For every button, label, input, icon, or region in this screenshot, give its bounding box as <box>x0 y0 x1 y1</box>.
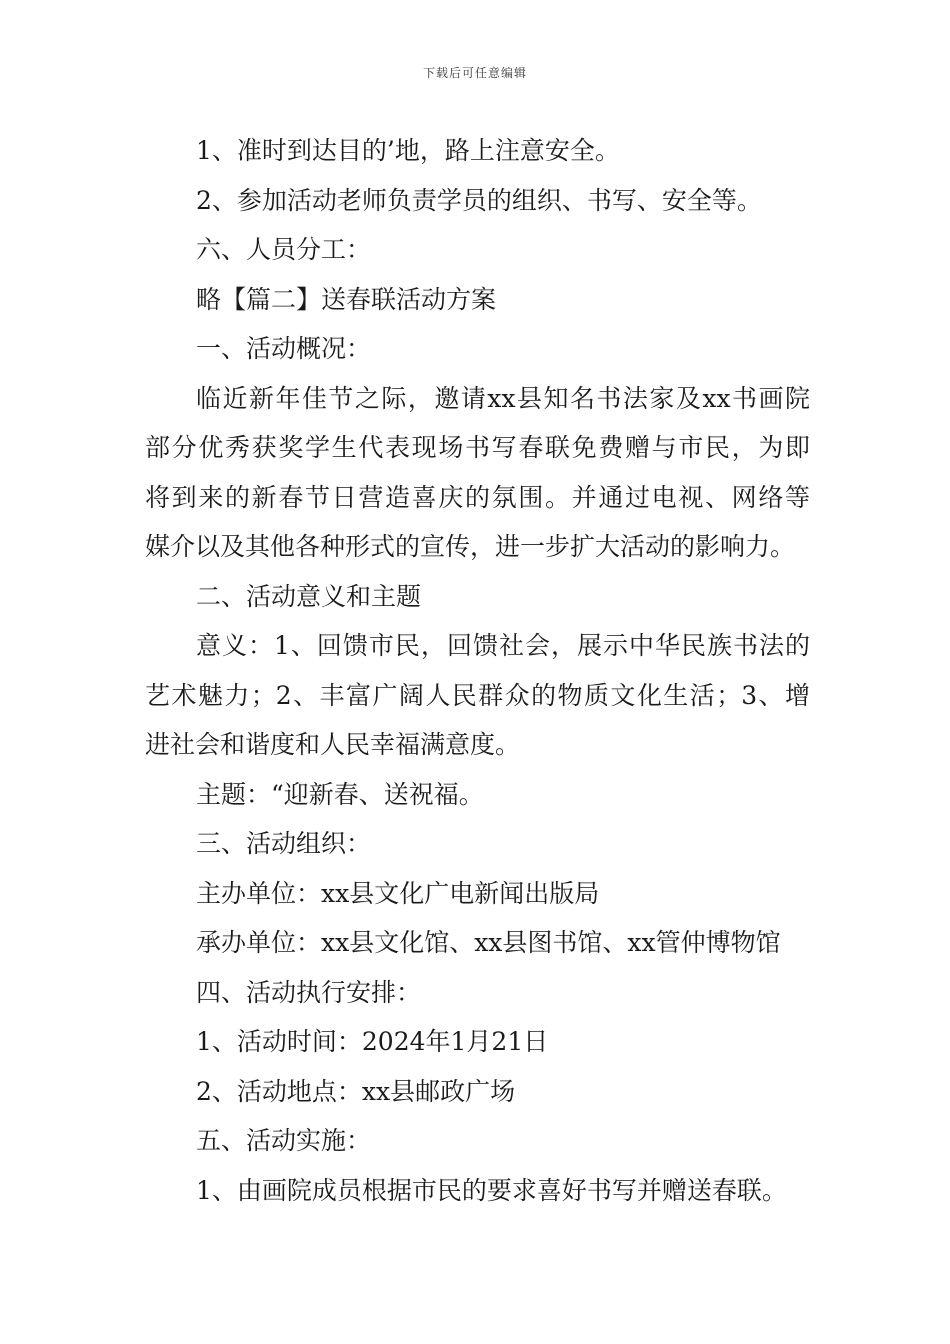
text-line: 2、活动地点：xx县邮政广场 <box>196 1076 516 1106</box>
text-line: 1、活动时间：2024年1月21日 <box>196 1027 549 1056</box>
text-line: 将到来的新春节日营造喜庆的氛围。并通过电视、网络等 <box>145 482 810 512</box>
text-line: 主办单位：xx县文化广电新闻出版局 <box>196 878 600 908</box>
text-line: 部分优秀获奖学生代表现场书写春联免费赠与市民，为即 <box>145 433 810 462</box>
text-line: 进社会和谐度和人民幸福满意度。 <box>145 730 521 759</box>
page-header: 下载后可任意编辑 <box>422 66 527 80</box>
text-line: 2、参加活动老师负责学员的组织、书写、安全等。 <box>196 185 762 215</box>
text-line: 临近新年佳节之际，邀请xx县知名书法家及xx书画院 <box>196 383 810 413</box>
text-line: 四、活动执行安排： <box>196 977 422 1007</box>
text-line: 六、人员分工： <box>196 235 372 264</box>
text-line: 略【篇二】送春联活动方案 <box>196 284 497 314</box>
text-line: 媒介以及其他各种形式的宣传，进一步扩大活动的影响力。 <box>145 532 796 561</box>
text-line: 五、活动实施： <box>196 1126 372 1155</box>
text-line: 艺术魅力；2、丰富广阔人民群众的物质文化生活；3、增 <box>145 680 810 710</box>
text-line: 三、活动组织： <box>196 829 372 858</box>
text-line: 意义：1、回馈市民，回馈社会，展示中华民族书法的 <box>196 631 810 660</box>
text-line: 主题：“迎新春、送祝福。 <box>196 779 484 809</box>
text-line: 1、由画院成员根据市民的要求喜好书写并赠送春联。 <box>196 1175 787 1205</box>
text-line: 1、准时到达目的’地，路上注意安全。 <box>196 136 620 165</box>
text-line: 二、活动意义和主题 <box>196 581 422 611</box>
document-body <box>145 126 810 1215</box>
text-line: 承办单位：xx县文化馆、xx县图书馆、xx管仲博物馆 <box>196 928 781 957</box>
text-line: 一、活动概况： <box>196 334 372 363</box>
